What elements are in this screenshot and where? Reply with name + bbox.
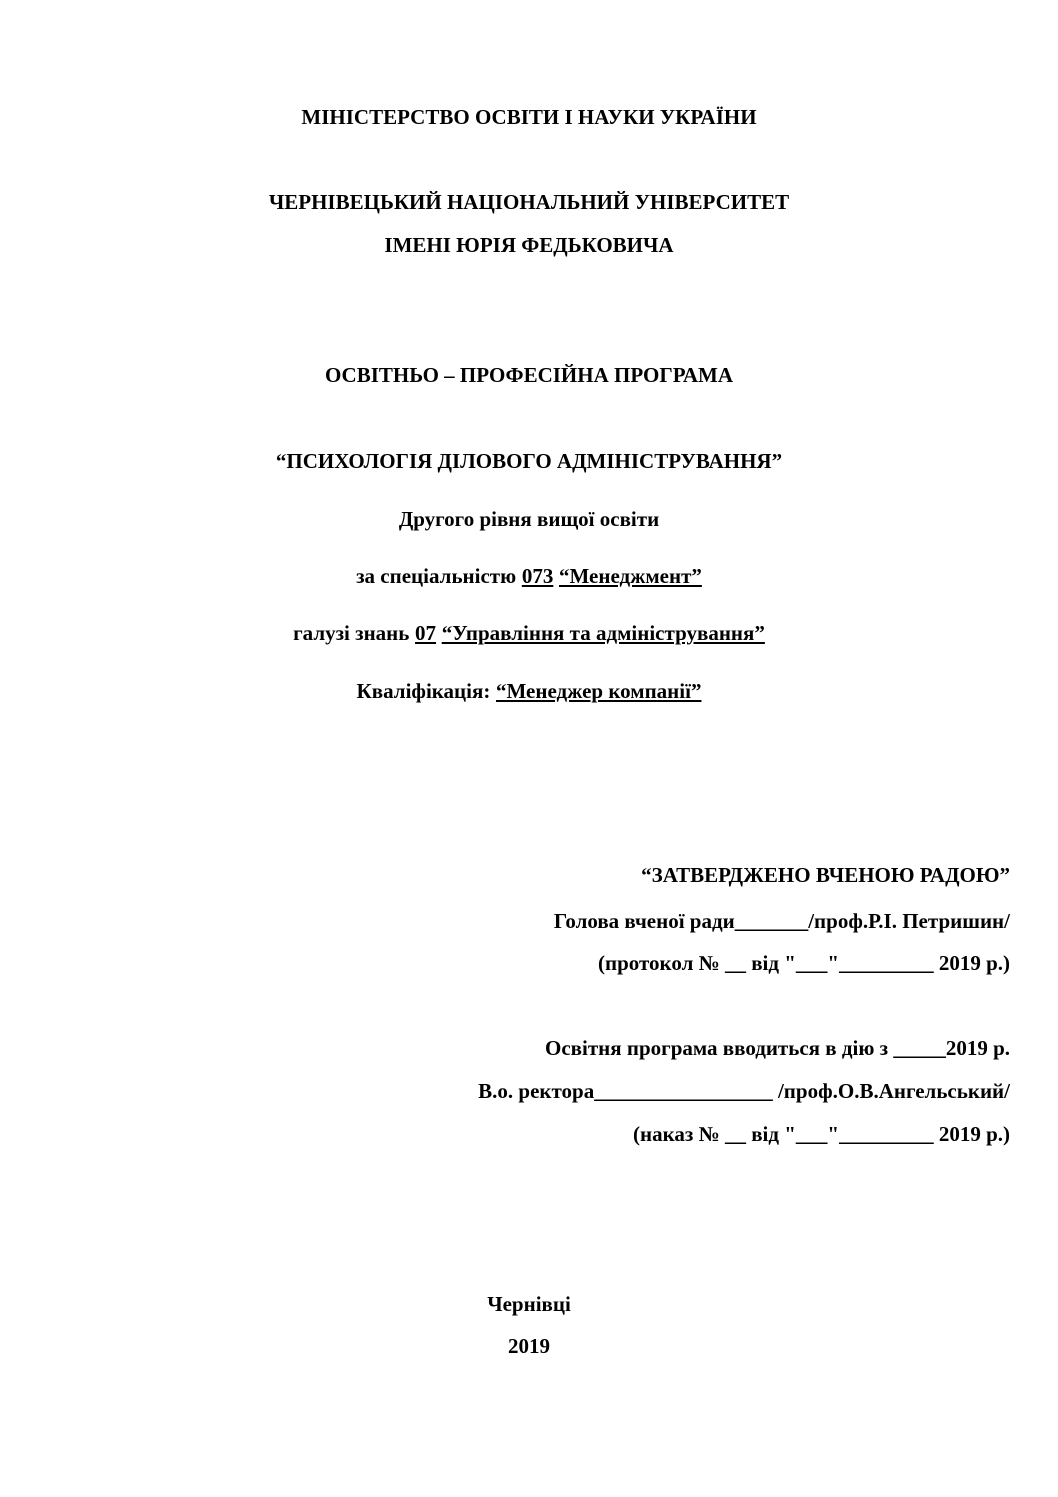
qualification-prefix: Кваліфікація: (356, 679, 491, 703)
specialty-line (0, 563, 1058, 589)
year: 2019 (508, 1334, 550, 1358)
field-name: “Управління та адміністрування” (441, 621, 765, 645)
ministry-heading: МІНІСТЕРСТВО ОСВІТИ І НАУКИ УКРАЇНИ (301, 105, 757, 129)
approval-protocol: (протокол № __ від "___"_________ 2019 р.) (597, 951, 1010, 975)
education-level: Другого рівня вищої освіти (398, 507, 660, 531)
specialty-prefix: за спеціальністю (356, 564, 517, 588)
university-name-line1: ЧЕРНІВЕЦЬКИЙ НАЦІОНАЛЬНИЙ УНІВЕРСИТЕТ (268, 190, 790, 214)
approval-chair: Голова вченої ради_______/проф.Р.І. Петришин/ (553, 909, 1010, 933)
effective-date-line: Освітня програма вводиться в дію з _____2019 р. (545, 1036, 1010, 1060)
field-of-knowledge-line (0, 620, 1058, 646)
university-name-line2: ІМЕНІ ЮРІЯ ФЕДЬКОВИЧА (384, 233, 674, 257)
rector-signature-line: В.о. ректора_________________ /проф.О.В.Ангельський/ (478, 1079, 1010, 1103)
specialty-name: “Менеджмент” (558, 564, 702, 588)
program-name: “ПСИХОЛОГІЯ ДІЛОВОГО АДМІНІСТРУВАННЯ” (275, 449, 783, 473)
qualification-name: “Менеджер компанії” (496, 679, 702, 703)
field-code: 07 (415, 621, 437, 645)
specialty-code: 073 (521, 564, 554, 588)
field-prefix: галузі знань (293, 621, 410, 645)
program-type-heading: ОСВІТНЬО – ПРОФЕСІЙНА ПРОГРАМА (324, 363, 734, 387)
approval-title: “ЗАТВЕРДЖЕНО ВЧЕНОЮ РАДОЮ” (641, 863, 1010, 887)
city: Чернівці (487, 1292, 571, 1316)
qualification-line (0, 678, 1058, 704)
order-line: (наказ № __ від "___"_________ 2019 р.) (633, 1122, 1010, 1146)
